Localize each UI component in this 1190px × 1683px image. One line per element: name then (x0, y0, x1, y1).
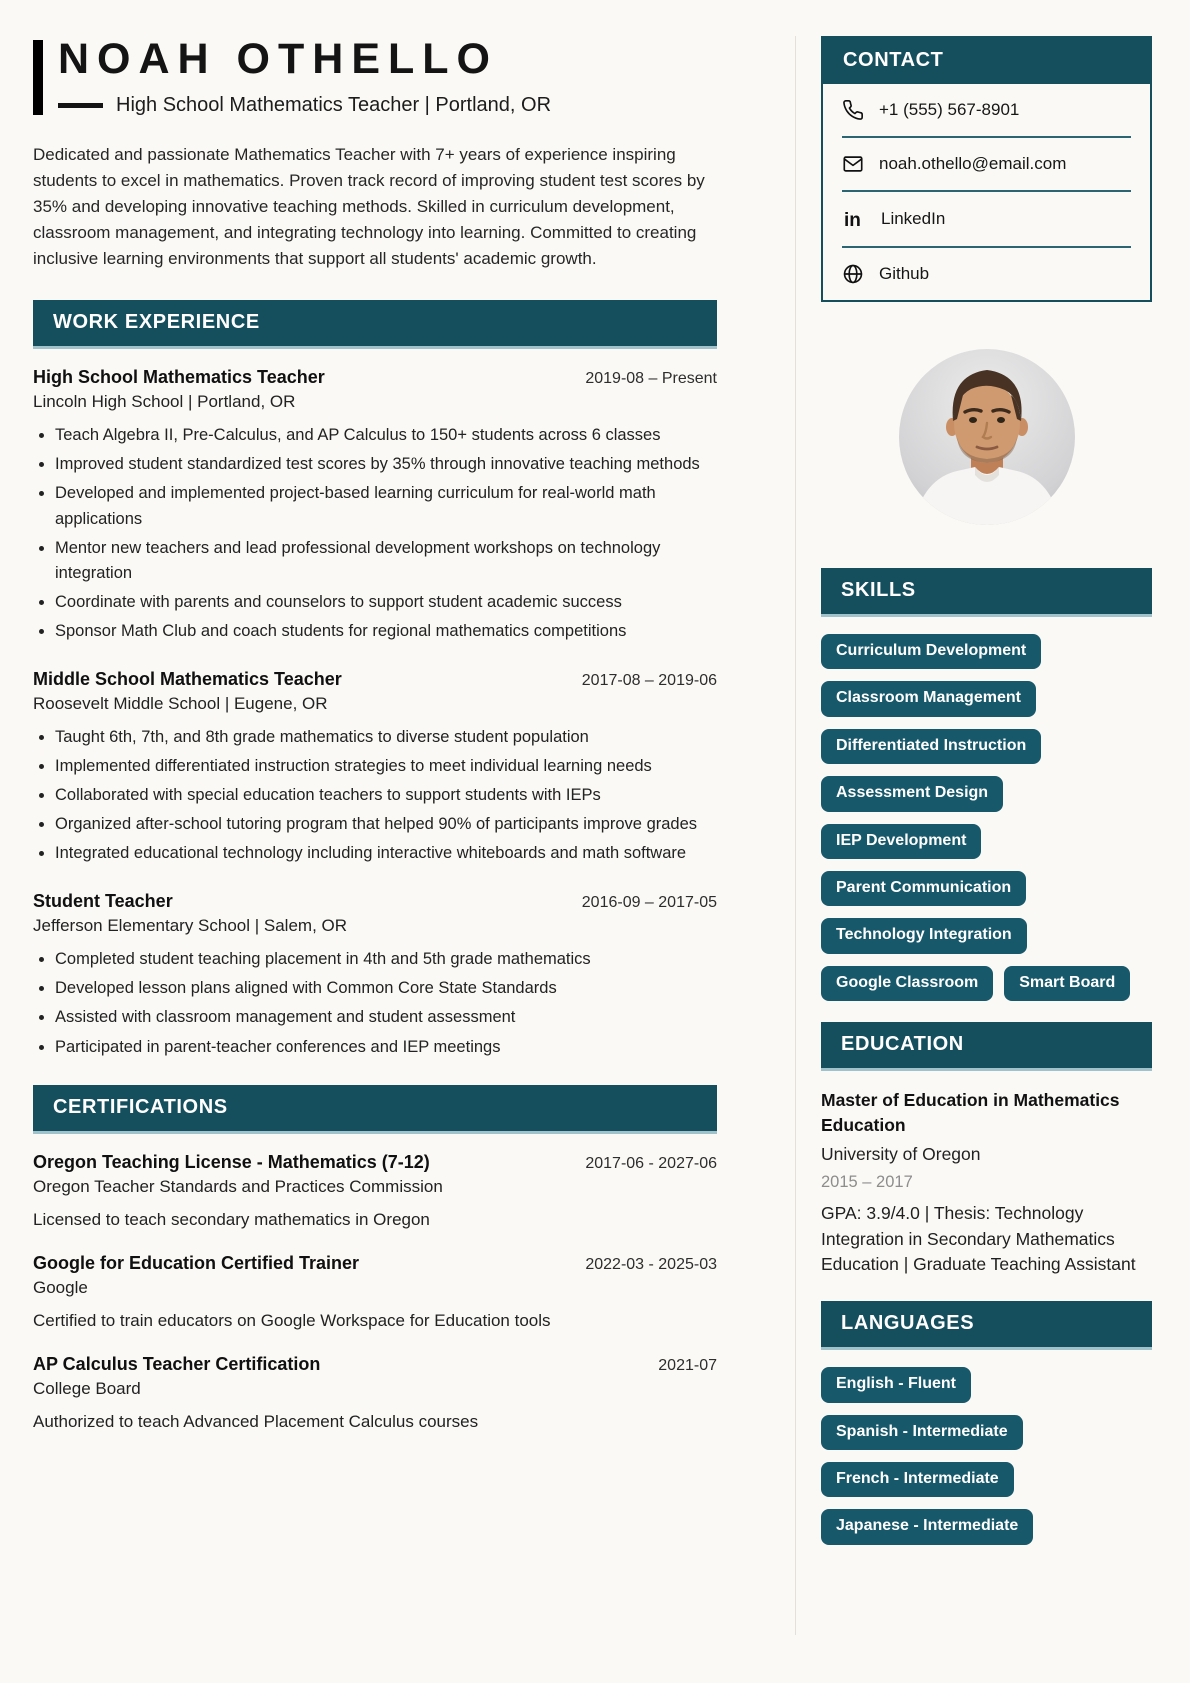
language-chip: French - Intermediate (821, 1462, 1014, 1497)
languages-heading: LANGUAGES (821, 1301, 1152, 1350)
education-details: GPA: 3.9/4.0 | Thesis: Technology Integration in Secondary Mathematics Education | Graduate Teaching Assistant (821, 1203, 1136, 1274)
certification-entry (33, 1354, 717, 1432)
certification-description: Certified to train educators on Google Workspace for Education tools (33, 1310, 551, 1330)
contact-linkedin[interactable] (823, 192, 1150, 246)
job-bullet: • Sponsor Math Club and coach students for regional mathematics competitions (55, 619, 717, 644)
skill-chip: Assessment Design (821, 776, 1003, 811)
job-bullet: • Developed and implemented project-based learning curriculum for real-world math applications (55, 481, 717, 531)
job-bullet: • Integrated educational technology including interactive whiteboards and math software (55, 841, 717, 866)
certification-list (33, 1152, 717, 1432)
contact-phone-value: +1 (555) 567-8901 (879, 100, 1020, 119)
job-title: Student Teacher (33, 891, 173, 912)
profile-photo-container (821, 349, 1152, 525)
job-dates: 2017-08 – 2019-06 (581, 671, 717, 689)
skills-section (821, 568, 1152, 1013)
skill-chip: Google Classroom (821, 966, 993, 1001)
certification-description: Authorized to teach Advanced Placement Calculus courses (33, 1411, 479, 1431)
education-dates: 2015 – 2017 (821, 1173, 913, 1192)
contact-card (821, 36, 1152, 302)
work-experience-section (33, 300, 717, 1059)
job-dates: 2019-08 – Present (585, 370, 717, 388)
certifications-section (33, 1085, 717, 1432)
education-heading: EDUCATION (821, 1022, 1152, 1071)
phone-icon (842, 99, 864, 121)
job-bullet-list (33, 423, 717, 644)
job-company: Lincoln High School | Portland, OR (33, 392, 296, 412)
job-bullet: • Organized after-school tutoring program that helped 90% of participants improve grades (55, 812, 717, 837)
skills-heading: SKILLS (821, 568, 1152, 617)
job-bullet: • Collaborated with special education teachers to support students with IEPs (55, 783, 717, 808)
contact-heading: CONTACT (823, 38, 1150, 84)
certification-issuer: Oregon Teacher Standards and Practices Commission (33, 1176, 443, 1196)
svg-text:in: in (844, 210, 861, 231)
certification-title: Google for Education Certified Trainer (33, 1252, 360, 1273)
job-company: Jefferson Elementary School | Salem, OR (33, 916, 348, 936)
education-section (821, 1022, 1152, 1277)
language-chip-list (821, 1367, 1152, 1557)
contact-github[interactable] (823, 248, 1150, 300)
certification-dates: 2022-03 - 2025-03 (585, 1255, 717, 1273)
certification-entry (33, 1253, 717, 1331)
job-title: Middle School Mathematics Teacher (33, 668, 342, 689)
job-bullet: • Coordinate with parents and counselors to support student academic success (55, 590, 717, 615)
certification-description: Licensed to teach secondary mathematics in Oregon (33, 1209, 430, 1229)
education-degree: Master of Education in Mathematics Education (821, 1090, 1120, 1135)
job-bullet: • Assisted with classroom management and student assessment (55, 1005, 717, 1030)
education-school: University of Oregon (821, 1144, 981, 1165)
skill-chip: Parent Communication (821, 871, 1026, 906)
certifications-heading: CERTIFICATIONS (33, 1085, 717, 1134)
job-bullet: • Implemented differentiated instruction strategies to meet individual learning needs (55, 754, 717, 779)
certification-issuer: Google (33, 1277, 88, 1297)
certification-dates: 2017-06 - 2027-06 (585, 1154, 717, 1172)
contact-github-value: Github (879, 264, 930, 283)
person-title: High School Mathematics Teacher | Portland, OR (116, 94, 552, 117)
certification-issuer: College Board (33, 1378, 141, 1398)
skill-chip: Technology Integration (821, 918, 1027, 953)
email-icon (842, 153, 864, 175)
contact-email-value: noah.othello@email.com (879, 154, 1067, 173)
language-chip: Japanese - Intermediate (821, 1509, 1033, 1544)
name-accent-bar (33, 40, 43, 115)
languages-section (821, 1301, 1152, 1557)
skills-chip-list (821, 634, 1152, 1013)
certification-dates: 2021-07 (658, 1356, 717, 1374)
job-dates: 2016-09 – 2017-05 (581, 894, 717, 912)
language-chip: Spanish - Intermediate (821, 1415, 1023, 1450)
skill-chip: Classroom Management (821, 681, 1036, 716)
certification-entry (33, 1152, 717, 1230)
job-list (33, 367, 717, 1059)
contact-email[interactable] (823, 138, 1150, 190)
job-bullet: • Improved student standardized test scores by 35% through innovative teaching methods (55, 452, 717, 477)
job-bullet: • Taught 6th, 7th, and 8th grade mathematics to diverse student population (55, 725, 717, 750)
certification-title: Oregon Teaching License - Mathematics (7-12) (33, 1151, 430, 1172)
skill-chip: IEP Development (821, 824, 981, 859)
job-entry (33, 367, 717, 644)
job-bullet: • Mentor new teachers and lead professional development workshops on technology integration (55, 536, 717, 586)
job-bullet: • Developed lesson plans aligned with Common Core State Standards (55, 976, 717, 1001)
job-company: Roosevelt Middle School | Eugene, OR (33, 693, 328, 713)
subtitle-dash (58, 103, 103, 108)
skill-chip: Curriculum Development (821, 634, 1041, 669)
certification-title: AP Calculus Teacher Certification (33, 1353, 321, 1374)
job-bullet-list (33, 725, 717, 866)
contact-linkedin-value: LinkedIn (881, 209, 946, 228)
contact-phone[interactable] (823, 84, 1150, 136)
profile-photo (899, 349, 1075, 525)
sidebar (821, 36, 1152, 1635)
job-entry (33, 669, 717, 866)
job-bullet-list (33, 947, 717, 1059)
linkedin-icon (842, 207, 866, 231)
column-divider (795, 36, 796, 1635)
skill-chip: Differentiated Instruction (821, 729, 1041, 764)
job-bullet: • Teach Algebra II, Pre-Calculus, and AP Calculus to 150+ students across 6 classes (55, 423, 717, 448)
job-title: High School Mathematics Teacher (33, 367, 325, 388)
work-experience-heading: WORK EXPERIENCE (33, 300, 717, 349)
language-chip: English - Fluent (821, 1367, 971, 1402)
job-bullet: • Completed student teaching placement in 4th and 5th grade mathematics (55, 947, 717, 972)
job-entry (33, 891, 717, 1059)
job-bullet: • Participated in parent-teacher conferences and IEP meetings (55, 1035, 717, 1060)
skill-chip: Smart Board (1004, 966, 1130, 1001)
globe-icon (842, 263, 864, 285)
name-block (33, 36, 717, 117)
person-name: NOAH OTHELLO (58, 35, 498, 83)
professional-summary: Dedicated and passionate Mathematics Teacher with 7+ years of experience inspiring students to excel in mathematics. Proven track record of improving student test scores by 35% and developing innovative teaching methods. Skilled in curriculum development, classroom management, and integrating technology into learning. Committed to creating inclusive learning environments that support all students' academic growth. (33, 145, 705, 269)
main-column (33, 36, 717, 1635)
